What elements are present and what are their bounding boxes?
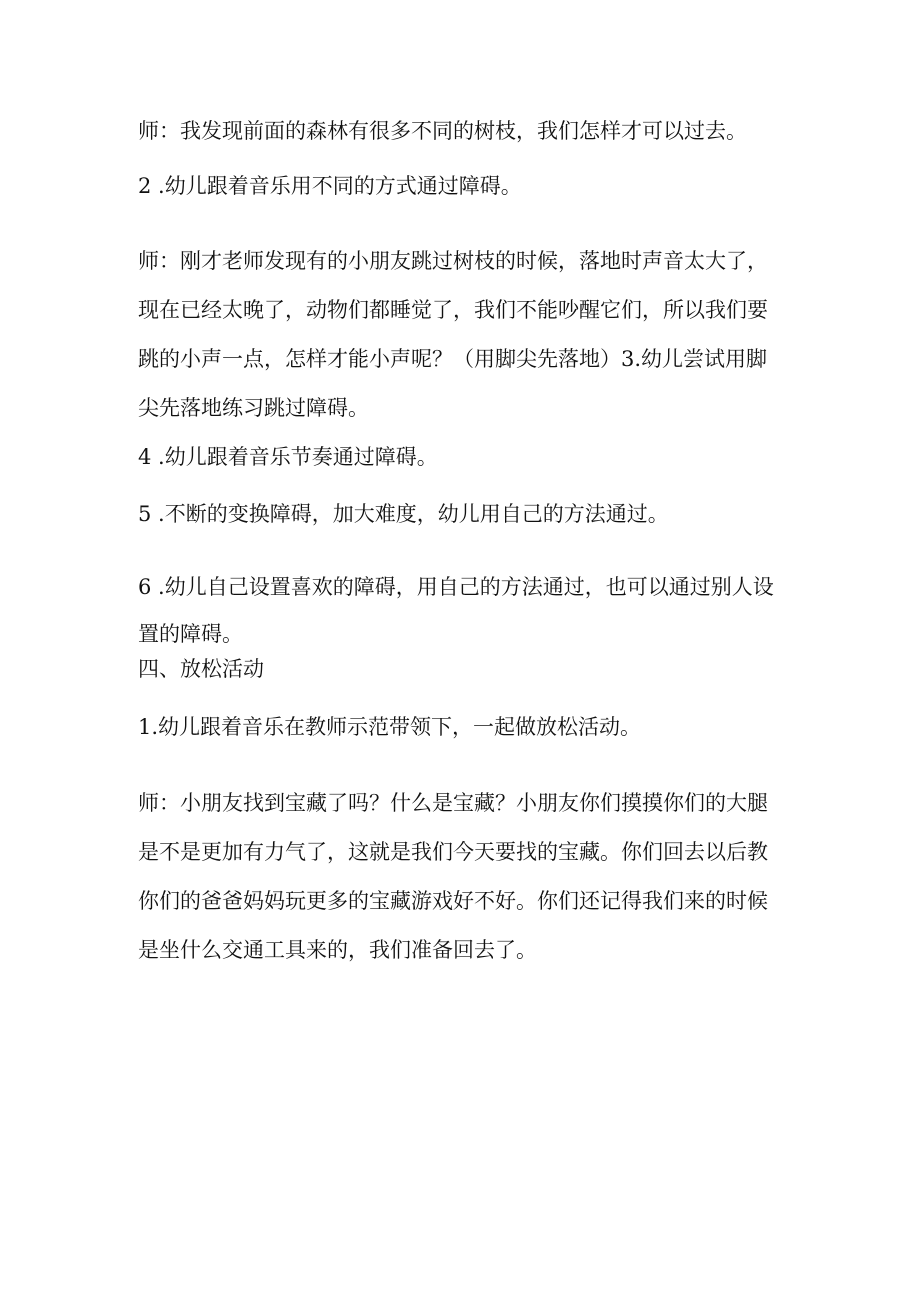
paragraph-teacher-forest: 师：我发现前面的森林有很多不同的树枝，我们怎样才可以过去。 [138, 119, 747, 143]
section-heading-relax: 四、放松活动 [138, 657, 264, 681]
paragraph-step-6: 6 .幼儿自己设置喜欢的障碍，用自己的方法通过，也可以通过别人设置的障碍。 [138, 575, 774, 646]
paragraph-teacher-treasure: 师：小朋友找到宝藏了吗？什么是宝藏？小朋友你们摸摸你们的大腿是不是更加有力气了，这就是我们今天要找的宝藏。你们回去以后教你们的爸爸妈妈玩更多的宝藏游戏好不好。你们还记得我们来的时候是坐什么交通工具来的，我们准备回去了。 [138, 791, 768, 962]
paragraph-step-2: 2 .幼儿跟着音乐用不同的方式通过障碍。 [138, 174, 522, 198]
paragraph-step-4: 4 .幼儿跟着音乐节奏通过障碍。 [138, 445, 438, 469]
paragraph-step-5: 5 .不断的变换障碍，加大难度，幼儿用自己的方法通过。 [138, 502, 669, 526]
paragraph-teacher-quiet-landing: 师：刚才老师发现有的小朋友跳过树枝的时候，落地时声音太大了，现在已经太晚了，动物们都睡觉了，我们不能吵醒它们，所以我们要跳的小声一点，怎样才能小声呢？（用脚尖先落地）3.幼儿尝试用脚尖先落地练习跳过障碍。 [138, 249, 768, 420]
paragraph-relax-step-1: 1.幼儿跟着音乐在教师示范带领下，一起做放松活动。 [138, 715, 642, 739]
